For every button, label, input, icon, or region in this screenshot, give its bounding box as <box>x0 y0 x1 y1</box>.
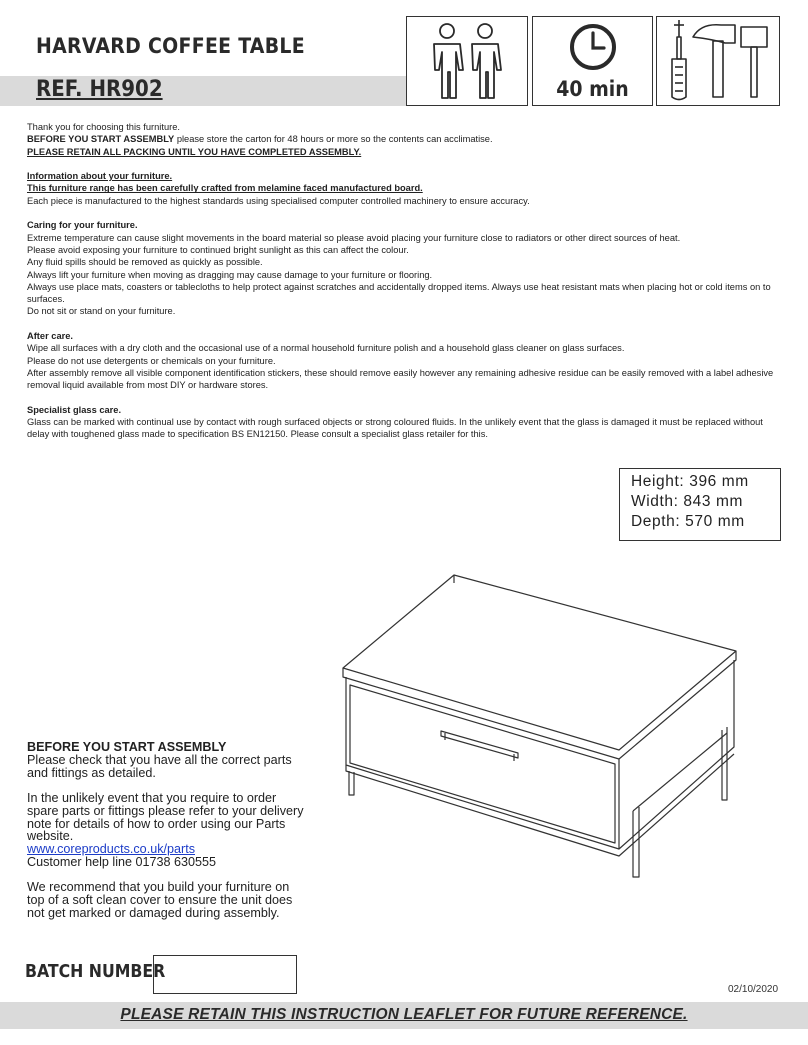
tools-icon <box>657 17 779 105</box>
info-line: Each piece is manufactured to the highest standards using specialised computer controlled machinery to ensure accuracy. <box>27 195 530 206</box>
intro-storage <box>27 133 787 145</box>
assembly-check: Please check that you have all the correct parts and fittings as detailed. <box>27 752 292 780</box>
intro-line: Thank you for choosing this furniture. <box>27 122 180 132</box>
parts-website-link[interactable]: www.coreproducts.co.uk/parts <box>27 842 195 857</box>
customer-helpline: Customer help line 01738 630555 <box>27 854 217 869</box>
care-instructions <box>27 121 787 441</box>
aftercare-line: Wipe all surfaces with a dry cloth and the occasional use of a normal household furniture polish and a household glass cleaner on glass surfaces. <box>27 343 625 354</box>
caring-line: Always lift your furniture when moving as dragging may cause damage to your furniture or flooring. <box>27 269 433 280</box>
page-title: HARVARD COFFEE TABLE <box>36 34 305 58</box>
assembly-heading: BEFORE YOU START ASSEMBLY <box>27 740 227 754</box>
glass-line: Glass can be marked with continual use by contact with rough surfaced objects or strong coloured fluids. In the unlikely event that the glass is damaged it must be replaced without delay with toughened glass made to specification BS EN12150. Please consult a specialist glass retailer for this. <box>27 417 763 440</box>
caring-line: Always use place mats, coasters or tablecloths to help protect against scratches and accidentally dropped items. Always use heat resistant mats when placing hot or cold items on to surfaces. <box>27 281 771 305</box>
intro-storage-rest: please store the carton for 48 hours or more so the contents can acclimatise. <box>174 134 493 145</box>
intro-retain-packing: PLEASE RETAIN ALL PACKING UNTIL YOU HAVE COMPLETED ASSEMBLY. <box>27 146 362 157</box>
assembly-time: 40 min <box>556 77 629 101</box>
two-person-panel <box>406 16 528 106</box>
aftercare-line: Please do not use detergents or chemicals on your furniture. <box>27 355 276 366</box>
dimension-depth: Depth: 570 mm <box>631 513 745 531</box>
product-ref: REF. HR902 <box>36 77 163 102</box>
caring-line: Any fluid spills should be removed as quickly as possible. <box>27 257 263 268</box>
caring-line: Please avoid exposing your furniture to continued bright sunlight as this can affect the colour. <box>27 244 409 255</box>
assembly-recommend: We recommend that you build your furniture on top of a soft clean cover to ensure the unit does not get marked or damaged during assembly. <box>27 880 293 920</box>
caring-line: Extreme temperature can cause slight movements in the board material so please avoid placing your furniture close to radiators or other direct sources of heat. <box>27 232 681 243</box>
glass-heading: Specialist glass care. <box>27 404 122 415</box>
dimension-width: Width: 843 mm <box>631 493 744 511</box>
batch-number-label: BATCH NUMBER <box>25 962 166 982</box>
info-heading: Information about your furniture. <box>27 171 173 182</box>
batch-number-field[interactable] <box>153 955 297 994</box>
dimension-height: Height: 396 mm <box>631 473 749 490</box>
caring-heading: Caring for your furniture. <box>27 220 138 231</box>
footer-notice: PLEASE RETAIN THIS INSTRUCTION LEAFLET FOR FUTURE REFERENCE. <box>120 1006 688 1023</box>
info-subheading: This furniture range has been carefully crafted from melamine faced manufactured board. <box>27 183 423 194</box>
assembly-spares: In the unlikely event that you require to order spare parts or fittings please refer to your delivery note for details of how to order using our Parts website. <box>27 790 304 844</box>
assembly-notes <box>27 741 307 920</box>
two-person-icon <box>407 17 527 105</box>
tools-panel <box>656 16 780 106</box>
document-date: 02/10/2020 <box>728 984 779 995</box>
caring-line: Do not sit or stand on your furniture. <box>27 306 176 317</box>
aftercare-line: After assembly remove all visible component identification stickers, these should remove easily however any remaining adhesive residue can be easily removed with a label adhesive removal liquid available from most DIY or hardware stores. <box>27 367 774 391</box>
time-panel <box>532 16 653 106</box>
aftercare-heading: After care. <box>27 331 73 342</box>
dimensions-box <box>619 468 781 541</box>
intro-storage-bold: BEFORE YOU START ASSEMBLY <box>27 134 175 145</box>
coffee-table-illustration <box>336 565 746 885</box>
clock-icon <box>533 17 652 77</box>
